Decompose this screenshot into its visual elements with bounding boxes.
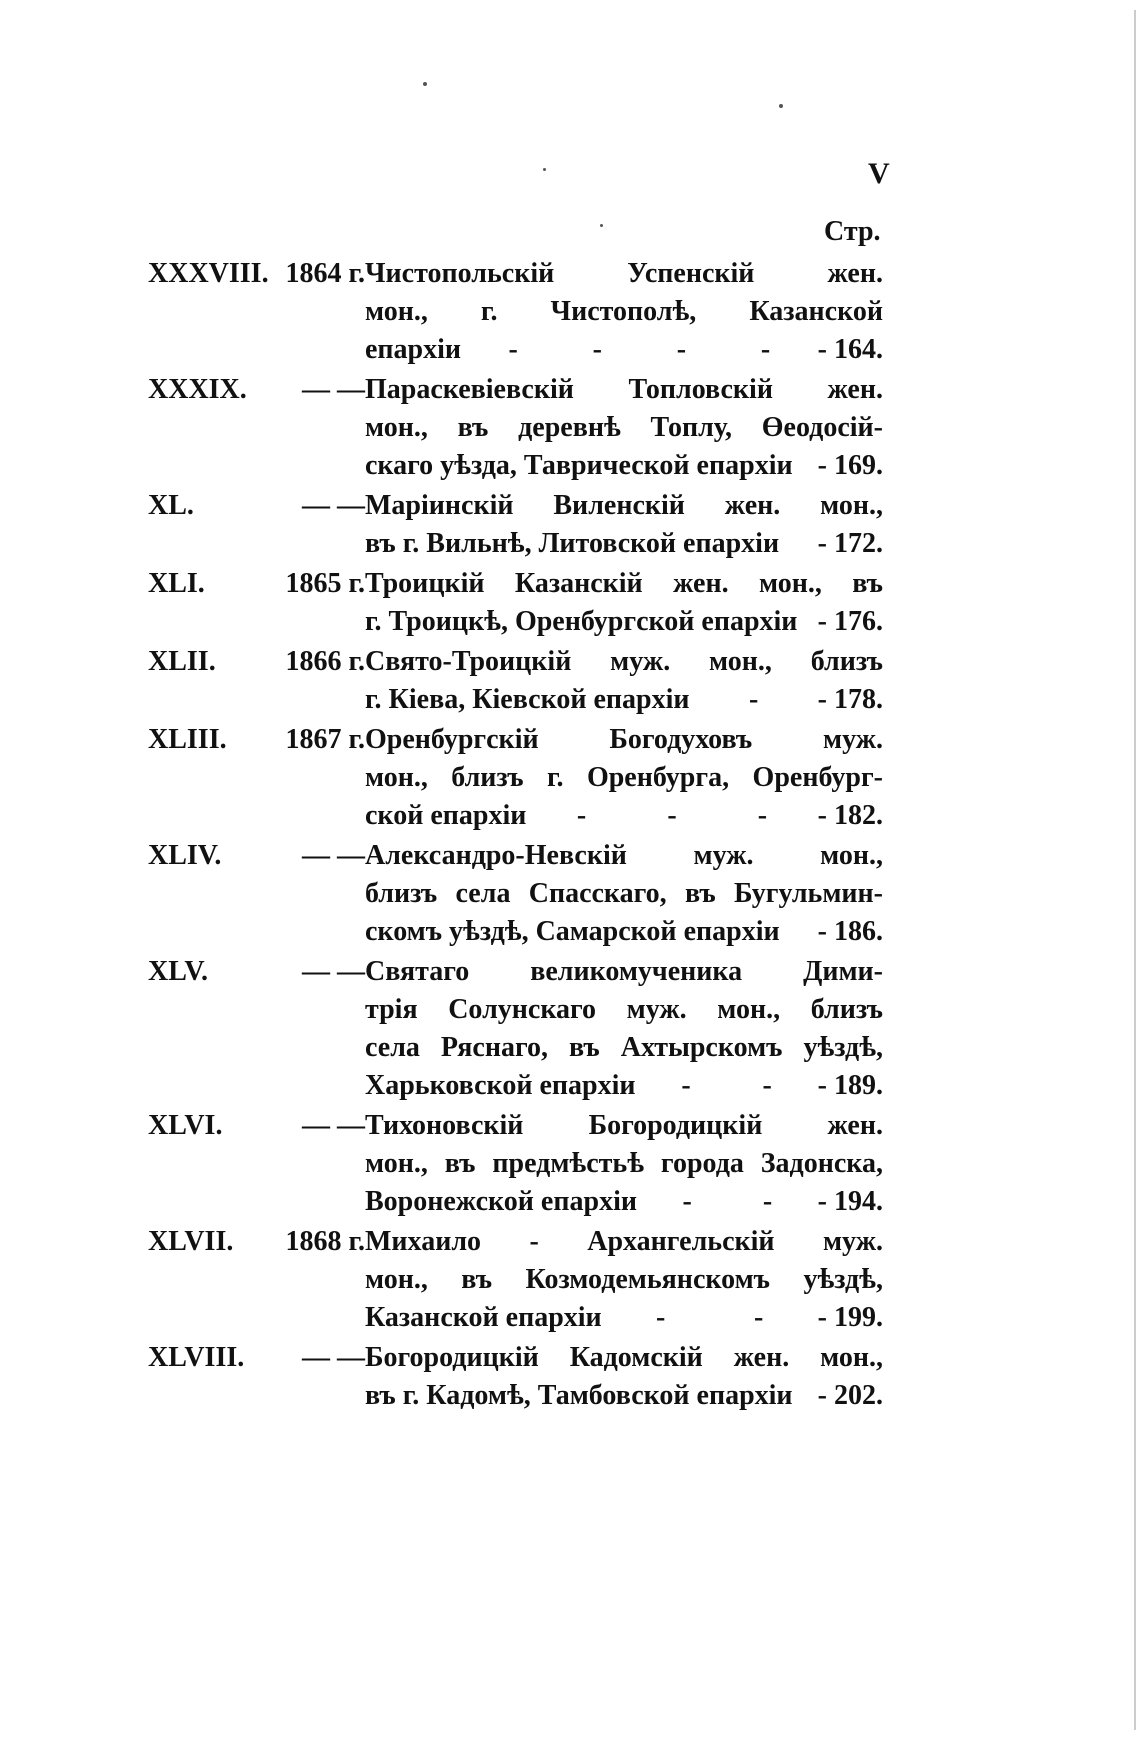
entry-text: Богородицкій Кадомскій жен. мон., xyxy=(365,1342,883,1373)
entry-text: близъ села Спасскаго, въ Бугульмин- xyxy=(365,878,883,909)
entry-line xyxy=(148,875,883,913)
entry-year: 1868 г. xyxy=(285,1226,365,1257)
entry-year: 1866 г. xyxy=(285,646,365,677)
entry-page: - 169. xyxy=(817,450,883,481)
entry-number: XLVIII. xyxy=(148,1342,245,1373)
leader-dash: - xyxy=(667,800,677,831)
leader-dash: - xyxy=(592,334,602,365)
leader-dash: - xyxy=(576,800,587,831)
entry-text: Оренбургскій Богодуховъ муж. xyxy=(365,724,883,755)
entry-text: скомъ уѣздѣ, Самарской епархіи xyxy=(365,916,780,947)
toc-entry xyxy=(148,565,883,641)
entry-leader xyxy=(365,1067,883,1105)
toc-entry xyxy=(148,643,883,719)
entry-year: — — xyxy=(302,374,365,405)
entry-number: XXXVIII. xyxy=(148,258,269,289)
entry-number: XXXIX. xyxy=(148,374,247,405)
entry-line xyxy=(148,1261,883,1299)
entry-text: мон., г. Чистополѣ, Казанской xyxy=(365,296,883,327)
entry-text: Казанской епархіи xyxy=(365,1302,602,1333)
leader-dash: - xyxy=(748,684,759,715)
entry-last-line xyxy=(148,797,883,835)
entry-leader xyxy=(365,1299,883,1337)
entry-line xyxy=(148,991,883,1029)
entry-text: мон., въ предмѣстьѣ города Задонска, xyxy=(365,1148,883,1179)
entry-number: XLVII. xyxy=(148,1226,234,1257)
entry-number: XLIII. xyxy=(148,724,227,755)
dot-leader xyxy=(793,447,818,485)
entry-line xyxy=(148,1223,883,1261)
page-number: V xyxy=(868,157,890,190)
entry-leader xyxy=(365,447,883,485)
leader-dash: - xyxy=(754,1302,764,1333)
toc-entry xyxy=(148,837,883,951)
entry-text: Святаго великомученика Дими- xyxy=(365,956,883,987)
entry-last-line xyxy=(148,1377,883,1415)
toc-entry xyxy=(148,1339,883,1415)
entry-line xyxy=(148,837,883,875)
entry-line xyxy=(148,487,883,525)
entry-number: XLIV. xyxy=(148,840,222,871)
entry-page: - 202. xyxy=(817,1380,883,1411)
entry-number: XLV. xyxy=(148,956,208,987)
entry-line xyxy=(148,759,883,797)
entry-text: Воронежской епархіи xyxy=(365,1186,637,1217)
entry-text: села Ряснаго, въ Ахтырскомъ уѣздѣ, xyxy=(365,1032,883,1063)
dot-leader xyxy=(793,1377,818,1415)
entry-number: XLVI. xyxy=(148,1110,223,1141)
entry-text: Тихоновскій Богородицкій жен. xyxy=(365,1110,883,1141)
entry-text: Александро-Невскій муж. мон., xyxy=(365,840,883,871)
entry-page: - 194. xyxy=(817,1186,883,1217)
entry-page: - 176. xyxy=(817,606,883,637)
entry-year: 1864 г. xyxy=(285,258,365,289)
dot-leader xyxy=(780,913,818,951)
leader-dash: - xyxy=(762,1186,773,1217)
entry-page: - 199. xyxy=(817,1302,883,1333)
entry-leader xyxy=(365,913,883,951)
entry-text: скаго уѣзда, Таврической епархіи xyxy=(365,450,793,481)
entry-text: Троицкій Казанскій жен. мон., въ xyxy=(365,568,883,599)
dot-leader xyxy=(690,681,818,719)
entry-line xyxy=(148,1029,883,1067)
entry-last-line xyxy=(148,525,883,563)
entry-page: - 172. xyxy=(817,528,883,559)
entry-line xyxy=(148,1339,883,1377)
toc-entry xyxy=(148,1107,883,1221)
entry-text: Чистопольскій Успенскій жен. xyxy=(365,258,883,289)
entry-line xyxy=(148,371,883,409)
entry-line xyxy=(148,643,883,681)
leader-dash: - xyxy=(656,1302,666,1333)
entry-last-line xyxy=(148,913,883,951)
entry-year: 1865 г. xyxy=(285,568,365,599)
entry-line xyxy=(148,255,883,293)
leader-dash: - xyxy=(762,1070,772,1101)
dot-leader xyxy=(637,1183,818,1221)
dot-leader xyxy=(461,331,818,369)
entry-last-line xyxy=(148,447,883,485)
entry-text: мон., близъ г. Оренбурга, Оренбург- xyxy=(365,762,883,793)
entry-text: въ г. Кадомѣ, Тамбовской епархіи xyxy=(365,1380,793,1411)
leader-dash: - xyxy=(681,1070,691,1101)
scan-edge-mark xyxy=(1134,10,1136,1730)
entry-leader xyxy=(365,525,883,563)
entry-year: 1867 г. xyxy=(285,724,365,755)
entry-page: - 186. xyxy=(817,916,883,947)
entry-leader xyxy=(365,1183,883,1221)
entry-text: г. Троицкѣ, Оренбургской епархіи xyxy=(365,606,798,637)
leader-dash: - xyxy=(757,800,768,831)
entry-text: въ г. Вильнѣ, Литовской епархіи xyxy=(365,528,780,559)
leader-dash: - xyxy=(676,334,687,365)
leader-dash: - xyxy=(682,1186,692,1217)
entry-line xyxy=(148,565,883,603)
entry-page: - 164. xyxy=(817,334,883,365)
entry-text: Маріинскій Виленскій жен. мон., xyxy=(365,490,883,521)
entry-year: — — xyxy=(302,1342,365,1373)
dot-leader xyxy=(779,525,818,563)
entry-text: Параскевіевскій Топловскій жен. xyxy=(365,374,883,405)
entry-text: г. Кіева, Кіевской епархіи xyxy=(365,684,690,715)
entry-leader xyxy=(365,681,883,719)
toc-entry xyxy=(148,1223,883,1337)
entry-leader xyxy=(365,1377,883,1415)
entry-text: ской епархіи xyxy=(365,800,527,831)
entry-line xyxy=(148,721,883,759)
entry-text: мон., въ деревнѣ Топлу, Өеодосій- xyxy=(365,412,883,443)
entry-last-line xyxy=(148,331,883,369)
toc-entry xyxy=(148,371,883,485)
toc-entry xyxy=(148,953,883,1105)
entry-number: XLII. xyxy=(148,646,216,677)
entry-line xyxy=(148,1145,883,1183)
entry-line xyxy=(148,293,883,331)
entry-page: - 182. xyxy=(817,800,883,831)
toc-entry xyxy=(148,487,883,563)
leader-dash: - xyxy=(508,334,518,365)
entry-number: XLI. xyxy=(148,568,205,599)
entry-year: — — xyxy=(302,840,365,871)
entry-last-line xyxy=(148,603,883,641)
dot-leader xyxy=(636,1067,818,1105)
entry-page: - 178. xyxy=(817,684,883,715)
entry-last-line xyxy=(148,1067,883,1105)
toc-entry xyxy=(148,255,883,369)
entry-line xyxy=(148,1107,883,1145)
entry-year: — — xyxy=(302,1110,365,1141)
entry-last-line xyxy=(148,1299,883,1337)
entry-leader xyxy=(365,331,883,369)
entry-number: XL. xyxy=(148,490,194,521)
page-column-header: Стр. xyxy=(824,216,881,247)
entry-text: Михаило - Архангельскій муж. xyxy=(365,1226,883,1257)
entry-text: Харьковской епархіи xyxy=(365,1070,636,1101)
entry-year: — — xyxy=(302,956,365,987)
dot-leader xyxy=(526,797,817,835)
entry-leader xyxy=(365,603,883,641)
entry-page: - 189. xyxy=(817,1070,883,1101)
entry-text: трія Солунскаго муж. мон., близъ xyxy=(365,994,883,1025)
entry-line xyxy=(148,409,883,447)
leader-dash: - xyxy=(760,334,771,365)
dot-leader xyxy=(797,603,817,641)
entry-last-line xyxy=(148,681,883,719)
entry-last-line xyxy=(148,1183,883,1221)
entry-text: мон., въ Козмодемьянскомъ уѣздѣ, xyxy=(365,1264,883,1295)
entry-line xyxy=(148,953,883,991)
entry-leader xyxy=(365,797,883,835)
entry-year: — — xyxy=(302,490,365,521)
entry-text: Свято-Троицкій муж. мон., близъ xyxy=(365,646,883,677)
dot-leader xyxy=(602,1299,818,1337)
table-of-contents xyxy=(148,255,883,1417)
toc-entry xyxy=(148,721,883,835)
entry-text: епархіи xyxy=(365,334,462,365)
